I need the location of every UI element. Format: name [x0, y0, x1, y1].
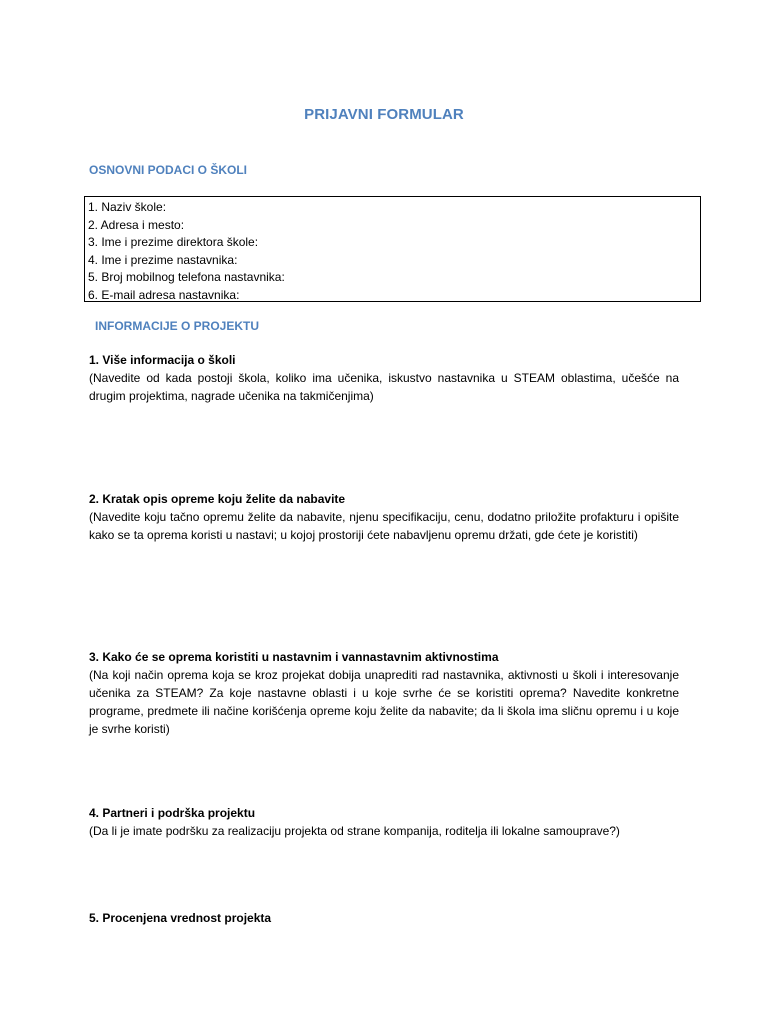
- field-teacher-name: 4. Ime i prezime nastavnika:: [88, 252, 238, 267]
- question-title: 1. Više informacija o školi: [89, 353, 236, 367]
- question-description: (Navedite koju tačno opremu želite da nabavite, njenu specifikaciju, cenu, dodatno priložite profakturu i opišite kako se ta oprema koristi u nastavi; u kojoj prostoriji ćete nabavljenu opremu držati, gde ćete je koristiti): [89, 510, 679, 542]
- document-title: PRIJAVNI FORMULAR: [304, 106, 464, 123]
- question-school-info: [89, 351, 679, 405]
- question-equipment: [89, 490, 679, 544]
- field-school-name: 1. Naziv škole:: [88, 200, 167, 214]
- section-heading-school: OSNOVNI PODACI O ŠKOLI: [89, 163, 248, 177]
- question-description: (Da li je imate podršku za realizaciju projekta od strane kompanija, roditelja ili lokalne samouprave?): [89, 824, 620, 838]
- school-info-box: [84, 196, 701, 302]
- section-heading-project: INFORMACIJE O PROJEKTU: [95, 319, 260, 333]
- question-equipment-usage: [89, 648, 679, 738]
- field-address: 2. Adresa i mesto:: [88, 217, 185, 232]
- question-partners: [89, 804, 679, 840]
- question-title: 2. Kratak opis opreme koju želite da nabavite: [89, 492, 346, 506]
- question-title: 4. Partneri i podrška projektu: [89, 806, 256, 820]
- field-director-name: 3. Ime i prezime direktora škole:: [88, 235, 259, 250]
- field-teacher-email: 6. E-mail adresa nastavnika:: [88, 287, 240, 302]
- question-description: (Navedite od kada postoji škola, koliko ima učenika, iskustvo nastavnika u STEAM oblastima, učešće na drugim projektima, nagrade učenika na takmičenjima): [89, 371, 679, 403]
- question-title: 3. Kako će se oprema koristiti u nastavnim i vannastavnim aktivnostima: [89, 650, 499, 664]
- question-title: 5. Procenjena vrednost projekta: [89, 911, 272, 925]
- field-teacher-phone: 5. Broj mobilnog telefona nastavnika:: [88, 270, 285, 285]
- question-project-value: [89, 909, 679, 927]
- question-description: (Na koji način oprema koja se kroz projekat dobija unaprediti rad nastavnika, aktivnosti u školi i interesovanje učenika za STEAM? Za koje nastavne oblasti i u koje svrhe će se koristiti oprema? Navedite konkretne programe, predmete ili načine korišćenja opreme koju želite da nabavite; da li škola ima sličnu opremu i u koje je svrhe koristi): [89, 668, 679, 736]
